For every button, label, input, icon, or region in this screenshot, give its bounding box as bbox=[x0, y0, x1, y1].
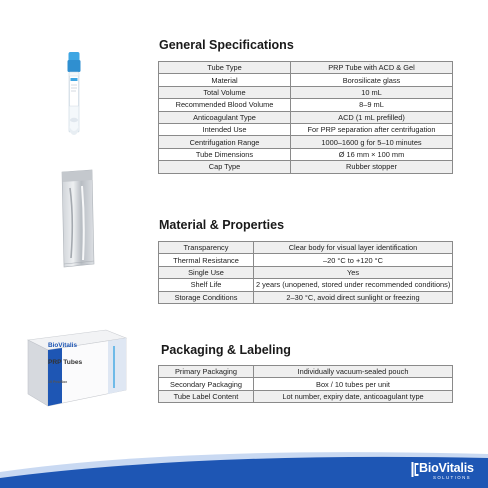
spec-value-cell: PRP Tube with ACD & Gel bbox=[291, 62, 453, 74]
box-count: 10 Pcs/Box bbox=[48, 380, 68, 384]
spec-value-cell: Box / 10 tubes per unit bbox=[254, 378, 453, 390]
spec-label-cell: Tube Dimensions bbox=[159, 148, 291, 160]
spec-label-cell: Storage Conditions bbox=[159, 291, 254, 303]
spec-label-cell: Transparency bbox=[159, 242, 254, 254]
box-brand: BioVitalis bbox=[48, 342, 78, 349]
spec-label-cell: Thermal Resistance bbox=[159, 254, 254, 266]
spec-label-cell: Tube Type bbox=[159, 62, 291, 74]
box-product-name: PRP Tubes bbox=[48, 359, 83, 366]
footer-logo bbox=[411, 461, 483, 485]
table-row bbox=[159, 279, 453, 291]
table-row bbox=[159, 291, 453, 303]
logo-mark-icon bbox=[411, 462, 419, 477]
spec-label-cell: Recommended Blood Volume bbox=[159, 99, 291, 111]
table-row bbox=[159, 390, 453, 402]
spec-label-cell: Shelf Life bbox=[159, 279, 254, 291]
logo-subtitle: SOLUTIONS bbox=[433, 475, 471, 480]
table-row bbox=[159, 74, 453, 86]
spec-value-cell: Lot number, expiry date, anticoagulant type bbox=[254, 390, 453, 402]
spec-value-cell: Clear body for visual layer identification bbox=[254, 242, 453, 254]
spec-value-cell: 1000–1600 g for 5–10 minutes bbox=[291, 136, 453, 148]
spec-label-cell: Single Use bbox=[159, 266, 254, 278]
packaging-labeling-table bbox=[158, 365, 453, 403]
material-properties-title: Material & Properties bbox=[159, 218, 285, 232]
spec-value-cell: Ø 16 mm × 100 mm bbox=[291, 148, 453, 160]
table-row bbox=[159, 254, 453, 266]
table-row bbox=[159, 378, 453, 390]
prp-tube-image bbox=[60, 50, 88, 140]
table-row bbox=[159, 161, 453, 173]
spec-value-cell: –20 °C to +120 °C bbox=[254, 254, 453, 266]
sealed-pouch-image bbox=[56, 168, 98, 270]
table-row bbox=[159, 86, 453, 98]
table-row bbox=[159, 111, 453, 123]
table-row bbox=[159, 136, 453, 148]
spec-value-cell: 8–9 mL bbox=[291, 99, 453, 111]
packaging-labeling-title: Packaging & Labeling bbox=[161, 343, 291, 357]
spec-value-cell: 10 mL bbox=[291, 86, 453, 98]
material-rows bbox=[159, 242, 453, 304]
spec-value-cell: Rubber stopper bbox=[291, 161, 453, 173]
packaging-rows bbox=[159, 366, 453, 403]
general-specifications-table bbox=[158, 61, 453, 174]
spec-value-cell: Individually vacuum-sealed pouch bbox=[254, 366, 453, 378]
table-row bbox=[159, 99, 453, 111]
material-properties-table bbox=[158, 241, 453, 304]
spec-label-cell: Intended Use bbox=[159, 123, 291, 135]
table-row bbox=[159, 366, 453, 378]
spec-label-cell: Secondary Packaging bbox=[159, 378, 254, 390]
spec-label-cell: Cap Type bbox=[159, 161, 291, 173]
general-rows bbox=[159, 62, 453, 174]
spec-value-cell: Yes bbox=[254, 266, 453, 278]
spec-label-cell: Total Volume bbox=[159, 86, 291, 98]
table-row bbox=[159, 62, 453, 74]
table-row bbox=[159, 242, 453, 254]
general-specifications-title: General Specifications bbox=[159, 38, 294, 52]
spec-label-cell: Centrifugation Range bbox=[159, 136, 291, 148]
logo-wordmark: BioVitalis bbox=[419, 461, 474, 475]
spec-value-cell: Borosilicate glass bbox=[291, 74, 453, 86]
spec-value-cell: 2–30 °C, avoid direct sunlight or freezing bbox=[254, 291, 453, 303]
spec-value-cell: ACD (1 mL prefilled) bbox=[291, 111, 453, 123]
table-row bbox=[159, 148, 453, 160]
table-row bbox=[159, 266, 453, 278]
spec-label-cell: Anticoagulant Type bbox=[159, 111, 291, 123]
spec-value-cell: For PRP separation after centrifugation bbox=[291, 123, 453, 135]
spec-value-cell: 2 years (unopened, stored under recommended conditions) bbox=[254, 279, 453, 291]
spec-label-cell: Primary Packaging bbox=[159, 366, 254, 378]
table-row bbox=[159, 123, 453, 135]
spec-label-cell: Tube Label Content bbox=[159, 390, 254, 402]
spec-label-cell: Material bbox=[159, 74, 291, 86]
